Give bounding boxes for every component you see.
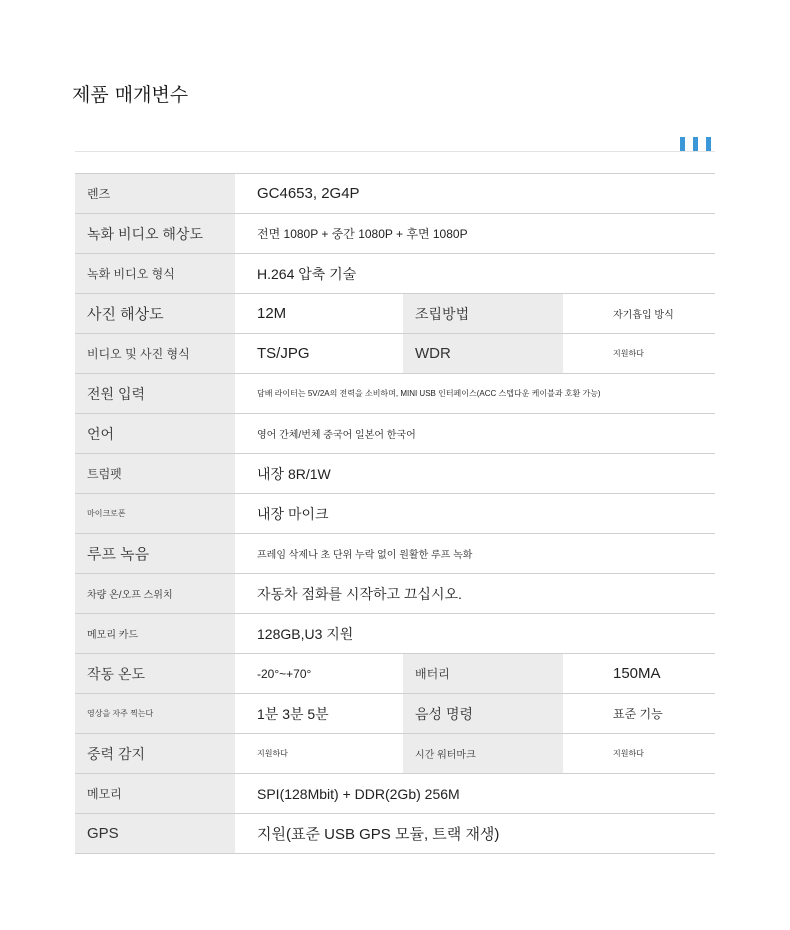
spec-value: 영어 간체/번체 중국어 일본어 한국어 xyxy=(235,414,715,454)
spec-value: GC4653, 2G4P xyxy=(235,174,715,214)
spec-label: 루프 녹음 xyxy=(75,534,235,574)
spec-label: 사진 해상도 xyxy=(75,294,235,334)
spec-label: 비디오 및 사진 형식 xyxy=(75,334,235,374)
spec-label: 녹화 비디오 해상도 xyxy=(75,214,235,254)
spec-table xyxy=(75,173,715,854)
spec-label: 렌즈 xyxy=(75,174,235,214)
spec-label: GPS xyxy=(75,814,235,854)
spec-value: 담배 라이터는 5V/2A의 전력을 소비하며, MINI USB 인터페이스(ACC 스텝다운 케이블과 호환 가능) xyxy=(235,374,715,414)
table-row xyxy=(75,174,715,214)
spec-value: 내장 8R/1W xyxy=(235,454,715,494)
divider xyxy=(75,151,715,152)
table-row xyxy=(75,494,715,534)
spec-value: SPI(128Mbit) + DDR(2Gb) 256M xyxy=(235,774,715,814)
table-row xyxy=(75,574,715,614)
spec-label: 메모리 카드 xyxy=(75,614,235,654)
table-row xyxy=(75,374,715,414)
spec-label: 작동 온도 xyxy=(75,654,235,694)
table-row xyxy=(75,694,715,734)
page-title: 제품 매개변수 xyxy=(72,84,189,106)
spec-value: 1분 3분 5분 xyxy=(235,694,403,734)
table-row xyxy=(75,454,715,494)
table-row xyxy=(75,534,715,574)
spec-value: 자기흡입 방식 xyxy=(563,294,715,334)
spec-label: 마이크로폰 xyxy=(75,494,235,534)
table-row xyxy=(75,654,715,694)
spec-value: TS/JPG xyxy=(235,334,403,374)
spec-label: 트럼펫 xyxy=(75,454,235,494)
decorative-bars-icon xyxy=(680,137,711,151)
table-row xyxy=(75,614,715,654)
spec-value: 150MA xyxy=(563,654,715,694)
spec-value: 지원하다 xyxy=(563,734,715,774)
spec-label: 시간 워터마크 xyxy=(403,734,563,774)
spec-value: 128GB,U3 지원 xyxy=(235,614,715,654)
spec-label: 음성 명령 xyxy=(403,694,563,734)
table-row xyxy=(75,334,715,374)
spec-label: 녹화 비디오 형식 xyxy=(75,254,235,294)
spec-label: 조립방법 xyxy=(403,294,563,334)
spec-value: -20°~+70° xyxy=(235,654,403,694)
spec-value: 전면 1080P + 중간 1080P + 후면 1080P xyxy=(235,214,715,254)
spec-value: 표준 기능 xyxy=(563,694,715,734)
spec-value: H.264 압축 기술 xyxy=(235,254,715,294)
spec-value: 지원(표준 USB GPS 모듈, 트랙 재생) xyxy=(235,814,715,854)
spec-label: 배터리 xyxy=(403,654,563,694)
table-row xyxy=(75,294,715,334)
spec-value: 내장 마이크 xyxy=(235,494,715,534)
table-row xyxy=(75,814,715,854)
spec-value: 프레임 삭제나 초 단위 누락 없이 원활한 루프 녹화 xyxy=(235,534,715,574)
spec-value: 지원하다 xyxy=(563,334,715,374)
spec-label: WDR xyxy=(403,334,563,374)
spec-label: 언어 xyxy=(75,414,235,454)
spec-label: 중력 감지 xyxy=(75,734,235,774)
table-row xyxy=(75,214,715,254)
spec-value: 12M xyxy=(235,294,403,334)
table-row xyxy=(75,734,715,774)
spec-value: 자동차 점화를 시작하고 끄십시오. xyxy=(235,574,715,614)
spec-label: 차량 온/오프 스위치 xyxy=(75,574,235,614)
spec-label: 전원 입력 xyxy=(75,374,235,414)
spec-label: 영상을 자주 찍는다 xyxy=(75,694,235,734)
table-row xyxy=(75,254,715,294)
spec-value: 지원하다 xyxy=(235,734,403,774)
table-row xyxy=(75,774,715,814)
spec-label: 메모리 xyxy=(75,774,235,814)
table-row xyxy=(75,414,715,454)
